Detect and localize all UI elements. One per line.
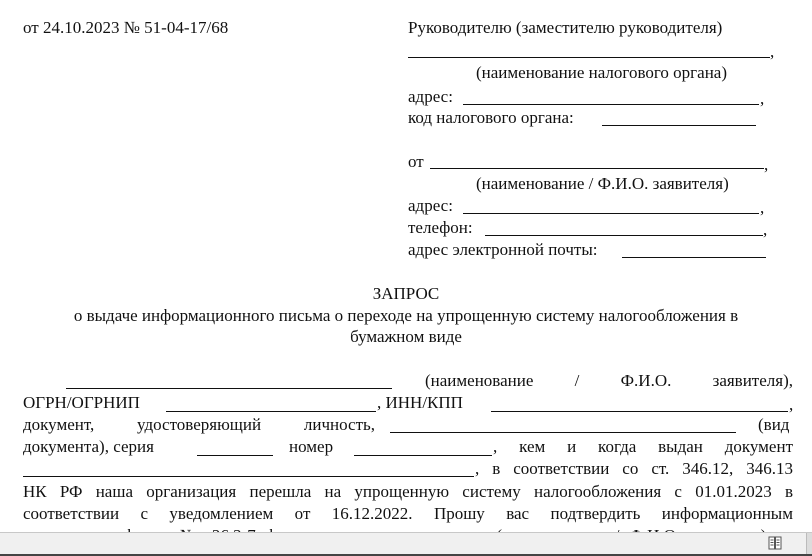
body-applicant-name-field[interactable] bbox=[66, 388, 392, 389]
request-subtitle-line2: бумажном виде bbox=[350, 327, 462, 346]
comma: , bbox=[789, 395, 794, 414]
issued-by-field[interactable] bbox=[23, 476, 474, 477]
tax-authority-caption: (наименование налогового органа) bbox=[476, 63, 727, 82]
comma: , bbox=[770, 42, 775, 61]
comma: , bbox=[764, 155, 769, 174]
request-subtitle-line1: о выдаче информационного письма о переходе на упрощенную систему налогообложения в bbox=[73, 306, 739, 325]
doc-type-close: документа), серия bbox=[23, 437, 154, 456]
phone-label: телефон: bbox=[408, 218, 473, 237]
comma: , bbox=[763, 220, 768, 239]
request-title: ЗАПРОС bbox=[372, 284, 440, 303]
tax-code-field[interactable] bbox=[602, 125, 756, 126]
tax-authority-name-field[interactable] bbox=[408, 57, 770, 58]
number-label: номер bbox=[289, 437, 334, 456]
body-paragraph-line1: НК РФ наша организация перешла на упрощенную систему налогообложения с 01.01.2023 в bbox=[23, 482, 793, 501]
doc-series-field[interactable] bbox=[197, 455, 273, 456]
inn-field[interactable] bbox=[491, 411, 788, 412]
addressee-address-field[interactable] bbox=[463, 104, 759, 105]
doc-type-open: (вид bbox=[758, 415, 790, 434]
status-bar-divider bbox=[806, 533, 812, 554]
id-doc-field[interactable] bbox=[390, 432, 736, 433]
tax-code-label: код налогового органа: bbox=[408, 108, 574, 127]
id-doc-label: документ, удостоверяющий личность, bbox=[23, 415, 375, 434]
addressee-address-label: адрес: bbox=[408, 87, 453, 106]
doc-number-field[interactable] bbox=[354, 455, 492, 456]
phone-field[interactable] bbox=[485, 235, 763, 236]
body-applicant-caption: (наименование / Ф.И.О. заявителя), bbox=[425, 371, 793, 390]
applicant-address-label: адрес: bbox=[408, 196, 453, 215]
ogrn-field[interactable] bbox=[166, 411, 376, 412]
addressee-title: Руководителю (заместителю руководителя) bbox=[408, 18, 723, 37]
email-label: адрес электронной почты: bbox=[408, 240, 598, 259]
comma: , bbox=[760, 198, 765, 217]
status-bar bbox=[0, 532, 812, 556]
ogrn-label: ОГРН/ОГРНИП bbox=[23, 393, 140, 412]
date-number: от 24.10.2023 № 51-04-17/68 bbox=[23, 18, 229, 37]
body-paragraph-line2: соответствии с уведомлением от 16.12.2022. Прошу вас подтвердить информационным bbox=[23, 504, 793, 523]
applicant-address-field[interactable] bbox=[463, 213, 759, 214]
issued-label: , кем и когда выдан документ bbox=[493, 437, 793, 456]
from-label: от bbox=[408, 152, 424, 171]
applicant-name-caption: (наименование / Ф.И.О. заявителя) bbox=[476, 174, 729, 193]
according-label: , в соответствии со ст. 346.12, 346.13 bbox=[475, 459, 793, 478]
comma: , bbox=[760, 89, 765, 108]
book-icon[interactable] bbox=[768, 536, 782, 550]
email-field[interactable] bbox=[622, 257, 766, 258]
applicant-name-field[interactable] bbox=[430, 168, 764, 169]
inn-label: , ИНН/КПП bbox=[377, 393, 463, 412]
